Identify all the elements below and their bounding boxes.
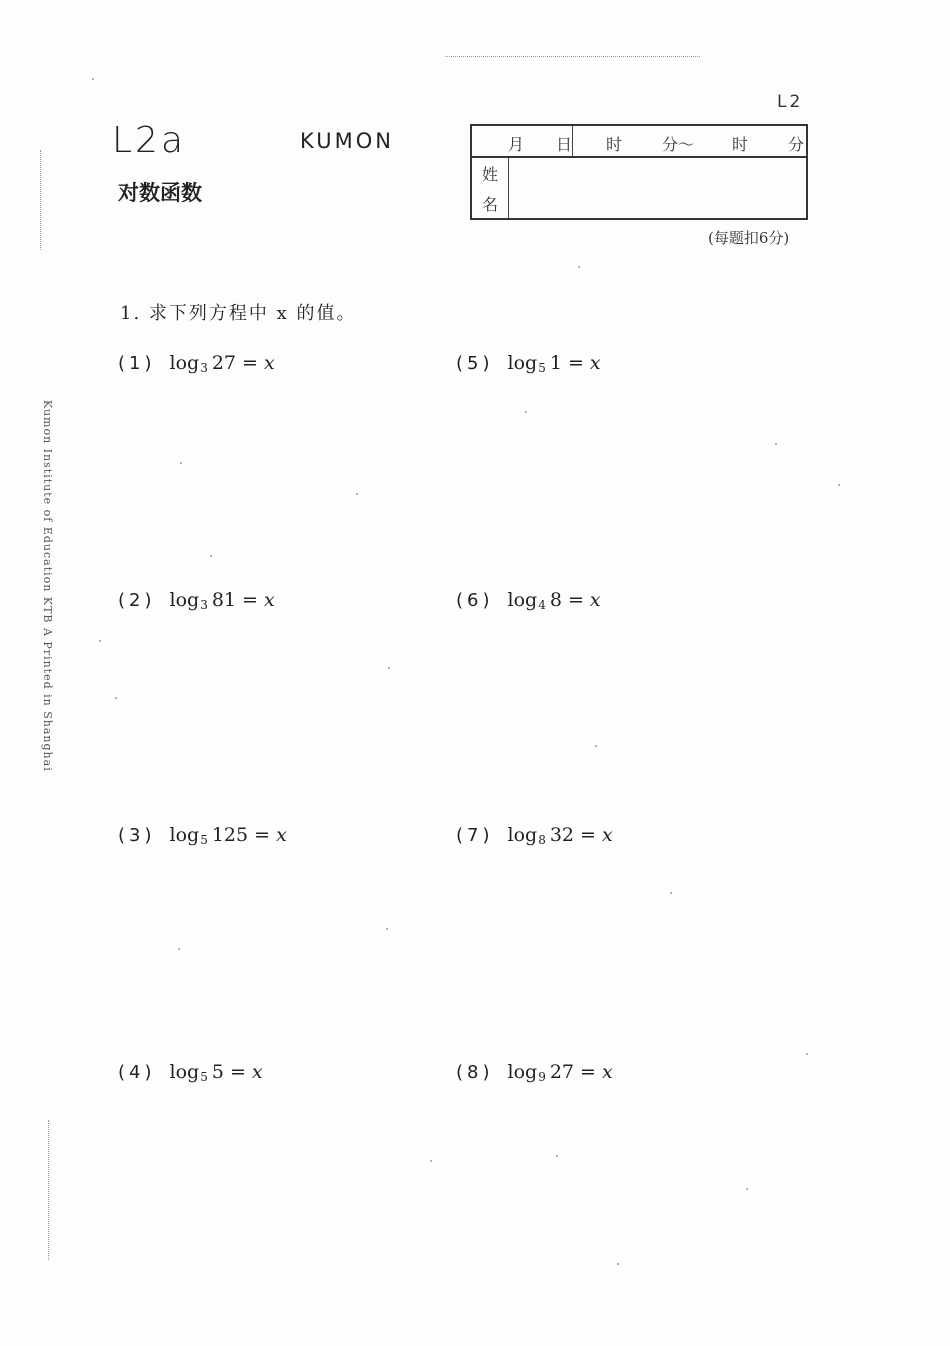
page-code: L2 — [777, 92, 804, 112]
log-argument: 27 — [211, 352, 237, 374]
minute-end-label: 分 — [788, 135, 805, 154]
scan-dot — [806, 1053, 808, 1055]
variable: x — [602, 1061, 613, 1083]
log-base: 9 — [538, 1070, 546, 1084]
name-label-2: 名 — [471, 188, 509, 219]
margin-copyright: Kumon Institute of Education KTB A Printed in Shanghai — [41, 400, 54, 772]
problem-number: (6) — [456, 590, 494, 611]
log-argument: 125 — [211, 824, 249, 846]
scan-dot — [92, 78, 94, 80]
problem-1: (1) $\log_3 27 = x$ — [118, 352, 275, 375]
name-label-1: 姓 — [471, 157, 509, 188]
problem-2: (2) $\log_3 81 = x$ — [118, 589, 275, 612]
log-base: 4 — [538, 598, 546, 612]
scan-dot — [430, 1160, 432, 1162]
info-table — [470, 124, 808, 220]
problem-number: (1) — [118, 353, 156, 374]
month-label: 月 — [508, 135, 525, 154]
variable: x — [589, 352, 601, 374]
log-base: 8 — [538, 833, 546, 847]
scan-dot — [525, 411, 527, 413]
sheet-id: L2a — [112, 120, 187, 161]
scan-dot — [746, 1188, 748, 1190]
log-argument: 1 — [549, 352, 562, 374]
scan-dot — [388, 667, 390, 669]
variable: x — [276, 824, 287, 846]
log-argument: 8 — [549, 589, 562, 611]
scan-margin-line — [40, 150, 41, 250]
scan-dotted-line — [445, 56, 700, 57]
log-base: 3 — [200, 598, 208, 612]
scan-dot — [356, 493, 358, 495]
scan-dot — [386, 928, 388, 930]
scan-dot — [775, 443, 777, 445]
problem-number: (8) — [456, 1062, 494, 1083]
hour-end-label: 时 — [732, 135, 749, 154]
topic-title: 对数函数 — [118, 181, 202, 205]
scan-dot — [210, 555, 212, 557]
scan-dot — [670, 892, 672, 894]
minute-start-label: 分～ — [662, 135, 695, 154]
log-base: 5 — [200, 1070, 208, 1084]
scoring-note: (每题扣6分) — [708, 229, 790, 247]
scan-dot — [617, 1263, 619, 1265]
problem-3: (3) $\log_5 125 = x$ — [118, 824, 287, 847]
problem-number: (5) — [456, 353, 494, 374]
problem-number: (2) — [118, 590, 156, 611]
scan-dot — [838, 484, 840, 486]
problem-8: (8) $\log_9 27 = x$ — [456, 1061, 613, 1084]
scan-dot — [178, 948, 180, 950]
variable: x — [589, 589, 601, 611]
variable: x — [264, 589, 275, 611]
variable: x — [264, 352, 275, 374]
problem-number: (7) — [456, 825, 494, 846]
scan-dot — [595, 745, 597, 747]
brand-logo: KUMON — [300, 129, 394, 153]
problem-4: (4) $\log_5 5 = x$ — [118, 1061, 263, 1084]
problem-7: (7) $\log_8 32 = x$ — [456, 824, 613, 847]
date-time-row[interactable] — [471, 125, 807, 157]
scan-dot — [115, 697, 117, 699]
scan-margin-line — [48, 1120, 49, 1260]
hour-start-label: 时 — [606, 135, 623, 154]
problem-number: (3) — [118, 825, 156, 846]
problem-6: (6) $\log_4 8 = x$ — [456, 589, 601, 612]
name-field[interactable] — [509, 157, 808, 219]
day-label: 日 — [556, 135, 573, 154]
log-argument: 32 — [549, 824, 575, 846]
problem-number: (4) — [118, 1062, 156, 1083]
log-argument: 27 — [549, 1061, 575, 1083]
scan-dot — [556, 1155, 558, 1157]
scan-dot — [578, 266, 580, 268]
scan-dot — [180, 462, 182, 464]
problem-5: (5) $\log_5 1 = x$ — [456, 352, 601, 375]
log-argument: 5 — [211, 1061, 224, 1083]
variable: x — [251, 1061, 263, 1083]
scan-dot — [99, 640, 101, 642]
instruction: 1. 求下列方程中 x 的值。 — [120, 303, 357, 324]
log-base: 5 — [200, 833, 208, 847]
variable: x — [602, 824, 613, 846]
log-base: 5 — [538, 361, 546, 375]
log-argument: 81 — [211, 589, 237, 611]
log-base: 3 — [200, 361, 208, 375]
